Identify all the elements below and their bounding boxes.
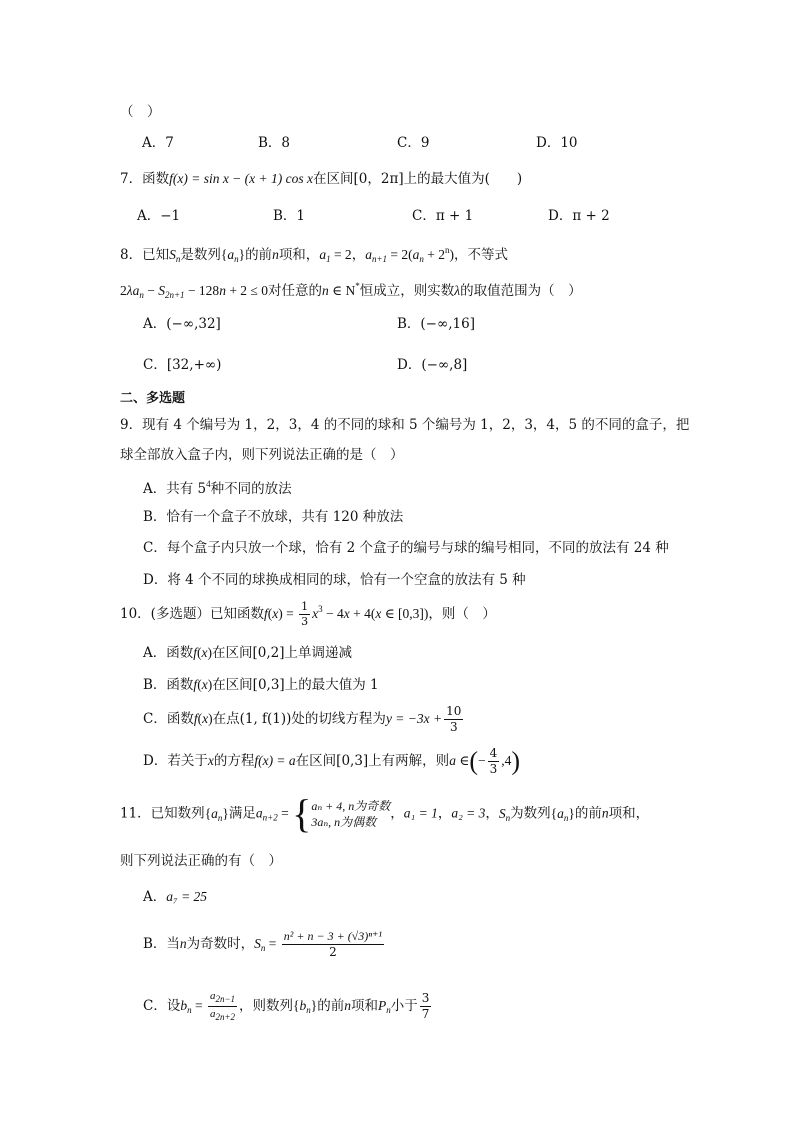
q7-option-b: B．1 bbox=[273, 208, 306, 224]
section-title: 二、多选题 bbox=[120, 391, 186, 406]
q6-option-c: C．9 bbox=[397, 135, 430, 151]
q11-stem-line2: 则下列说法正确的有（ ） bbox=[120, 853, 282, 869]
q6-option-b: B．8 bbox=[258, 135, 291, 151]
q9-stem-line2: 球全部放入盒子内，则下列说法正确的是（ ） bbox=[120, 447, 404, 463]
q10-option-d: D．若关于x的方程f(x) = a在区间[0,3]上有两解，则a ∈(− $\frac{4}{3}$ ,4) bbox=[143, 746, 521, 777]
q7-option-d: D．π + 2 bbox=[548, 208, 610, 224]
q9-stem-line1: 9．现有 4 个编号为 1，2，3，4 的不同的球和 5 个编号为 1，2，3，4，5 的不同的盒子，把 bbox=[120, 417, 690, 433]
q8-option-a: A．(−∞,32] bbox=[143, 316, 221, 332]
q10-option-b: B．函数f(x)在区间[0,3]上的最大值为 1 bbox=[143, 677, 379, 693]
q6-option-d: D．10 bbox=[536, 135, 578, 151]
q11-stem-line1: 11．已知数列$\{a_n\}$满足$a_{n+2}$ = { aₙ + 4, n为奇数 3aₙ, n为偶数 ，a₁ = 1，a₂ = 3，$S_n$为数列$\{a_n\}$的前n项和， bbox=[120, 791, 650, 836]
q11-option-a: A．a₇ = 25 bbox=[143, 889, 208, 905]
q11-option-c: C．设$b_n$ = $\frac{a_{2n-1}}{a_{2n+2}}$ ，则数列$\{b_n\}$的前n项和$P_n$小于 $\frac{3}{7}$ bbox=[143, 990, 430, 1022]
q8-option-d: D．(−∞,8] bbox=[397, 357, 468, 373]
q8-option-c: C．[32,+∞) bbox=[143, 357, 222, 373]
q10-stem: 10．(多选题）已知函数f(x) = $\frac{1}{3}$ $x^3 - 4x + 4(x$ ∈ [0,3])，则（ ） bbox=[120, 600, 496, 629]
q9-option-b: B．恰有一个盒子不放球，共有 120 种放法 bbox=[143, 509, 404, 525]
question-paren: （ ） bbox=[120, 104, 161, 120]
q9-option-d: D．将 4 个不同的球换成相同的球，恰有一个空盒的放法有 5 种 bbox=[143, 572, 526, 588]
q7-option-c: C．π + 1 bbox=[412, 208, 474, 224]
q9-option-c: C．每个盒子内只放一个球，恰有 2 个盒子的编号与球的编号相同，不同的放法有 24 种 bbox=[143, 540, 669, 556]
q8-stem-line1: 8．已知$S_n$是数列$\{a_n\}$的前n项和，$a_1 = 2$，$a_{n+1} = 2(a_n + 2^n)$，不等式 bbox=[120, 245, 508, 264]
q8-stem-line2: $2\lambda a_n - S_{2n+1} - 128n + 2 \le 0$对任意的n ∈ N*恒成立，则实数λ的取值范围为（ ） bbox=[120, 281, 582, 300]
q8-option-b: B．(−∞,16] bbox=[397, 316, 475, 332]
q7-option-a: A．−1 bbox=[137, 208, 181, 224]
q10-option-a: A．函数f(x)在区间[0,2]上单调递减 bbox=[143, 645, 353, 661]
q11-option-b: B．当n为奇数时，$S_n$ = $\frac{\text{n² + n − 3 + (√3)ⁿ⁺¹}}{2}$ bbox=[143, 929, 382, 960]
q9-option-a: A．共有 $5^4$种不同的放法 bbox=[143, 479, 292, 497]
q7-stem: 7．函数f(x) = sin x − (x + 1) cos x在区间[0，2π]上的最大值为( ) bbox=[120, 171, 523, 187]
q10-option-c: C．函数f(x)在点(1, f(1))处的切线方程为y = −3x + $\frac{10}{3}$ bbox=[143, 704, 462, 735]
q6-option-a: A．7 bbox=[142, 135, 174, 151]
